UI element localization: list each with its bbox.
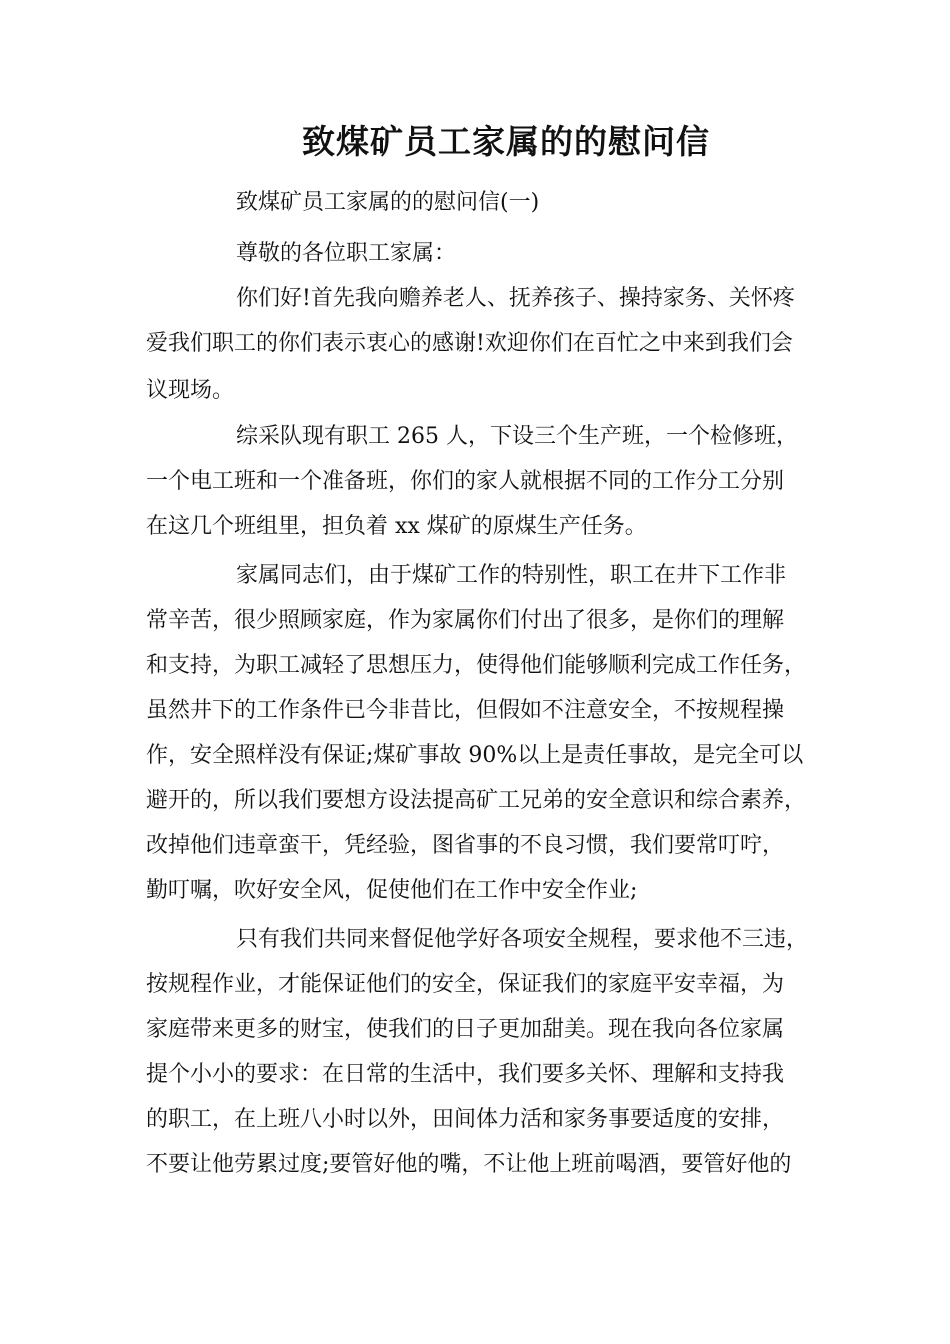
paragraph-line: 你们好!首先我向赡养老人、抚养孩子、操持家务、关怀疼 <box>236 286 795 311</box>
paragraph-line: 作，安全照样没有保证;煤矿事故 90%以上是责任事故，是完全可以 <box>146 743 804 768</box>
paragraph-line: 议现场。 <box>146 378 235 403</box>
paragraph-line: 爱我们职工的你们表示衷心的感谢!欢迎你们在百忙之中来到我们会 <box>146 331 793 356</box>
document-title: 致煤矿员工家属的的慰问信 <box>302 122 710 161</box>
paragraph-line: 按规程作业，才能保证他们的安全，保证我们的家庭平安幸福，为 <box>146 972 785 997</box>
paragraph-line: 勤叮嘱，吹好安全风，促使他们在工作中安全作业; <box>146 878 638 903</box>
paragraph-line: 在这几个班组里，担负着 xx 煤矿的原煤生产任务。 <box>146 514 647 539</box>
paragraph-line: 常辛苦，很少照顾家庭，作为家属你们付出了很多，是你们的理解 <box>146 608 785 633</box>
letter-subtitle: 致煤矿员工家属的的慰问信(一) <box>236 190 540 215</box>
paragraph-line: 和支持，为职工减轻了思想压力，使得他们能够顺利完成工作任务， <box>146 653 807 678</box>
paragraph-line: 避开的，所以我们要想方设法提高矿工兄弟的安全意识和综合素养， <box>146 788 807 813</box>
paragraph-line: 改掉他们违章蛮干，凭经验，图省事的不良习惯，我们要常叮咛， <box>146 833 785 858</box>
paragraph-line: 综采队现有职工 265 人，下设三个生产班，一个检修班， <box>236 424 798 449</box>
paragraph-line: 一个电工班和一个准备班，你们的家人就根据不同的工作分工分别 <box>146 469 785 494</box>
salutation: 尊敬的各位职工家属： <box>236 241 457 266</box>
paragraph-line: 家属同志们，由于煤矿工作的特别性，职工在井下工作非 <box>236 563 787 588</box>
paragraph-line: 提个小小的要求：在日常的生活中，我们要多关怀、理解和支持我 <box>146 1062 785 1087</box>
paragraph-line: 只有我们共同来督促他学好各项安全规程，要求他不三违， <box>236 927 809 952</box>
paragraph-line: 不要让他劳累过度;要管好他的嘴，不让他上班前喝酒，要管好他的 <box>146 1152 792 1177</box>
paragraph-line: 虽然井下的工作条件已今非昔比，但假如不注意安全，不按规程操 <box>146 698 785 723</box>
paragraph-line: 的职工，在上班八小时以外，田间体力活和家务事要适度的安排， <box>146 1107 785 1132</box>
paragraph-line: 家庭带来更多的财宝，使我们的日子更加甜美。现在我向各位家属 <box>146 1017 785 1042</box>
